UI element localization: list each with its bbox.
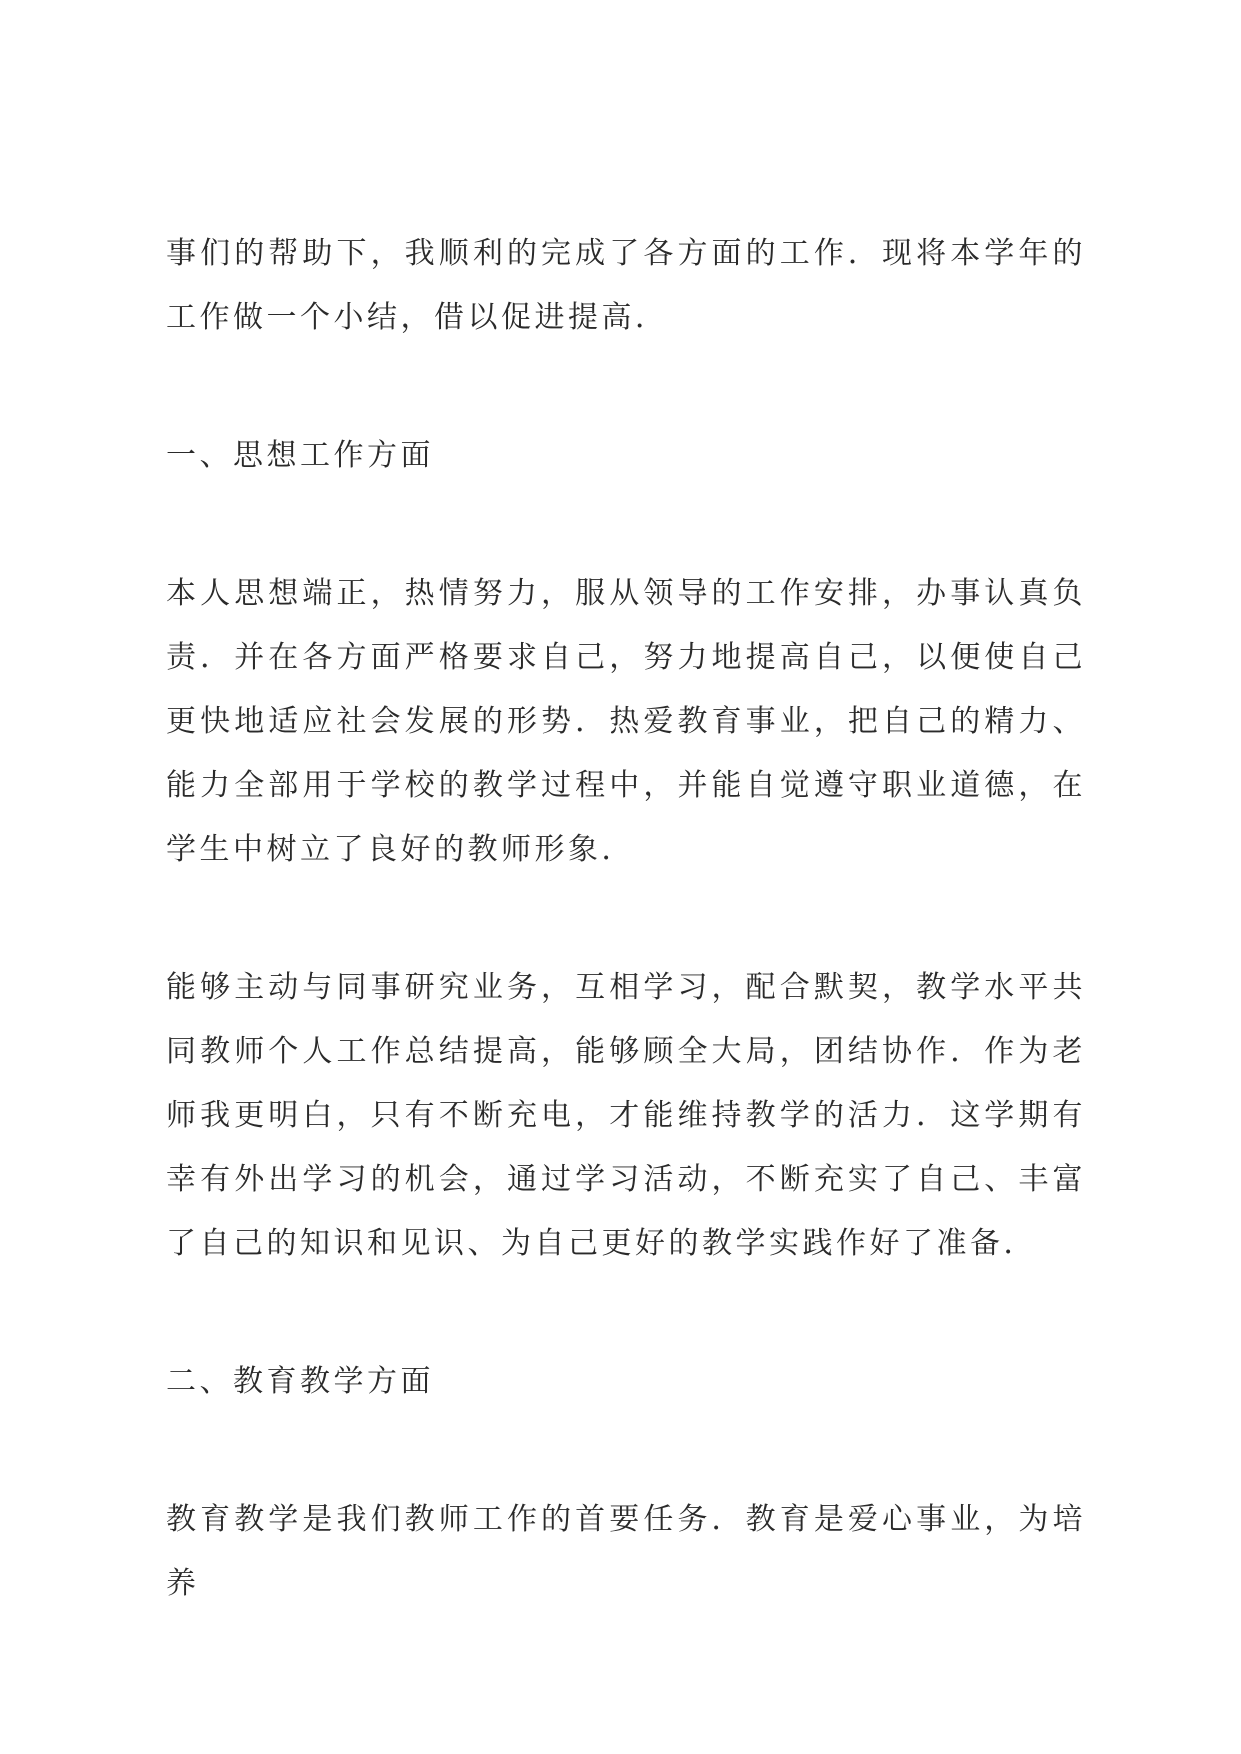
paragraph-intro: 事们的帮助下，我顺利的完成了各方面的工作．现将本学年的工作做一个小结，借以促进提高． — [166, 236, 1086, 335]
section-heading-teaching: 二、教育教学方面 — [166, 1364, 434, 1399]
document-body — [166, 222, 1086, 1616]
section-heading-ideology: 一、思想工作方面 — [166, 438, 434, 473]
paragraph-teaching: 教育教学是我们教师工作的首要任务．教育是爱心事业，为培养 — [166, 1502, 1086, 1601]
paragraph-ideology: 本人思想端正，热情努力，服从领导的工作安排，办事认真负责．并在各方面严格要求自己，努力地提高自己，以便使自己更快地适应社会发展的形势．热爱教育事业，把自己的精力、能力全部用于学校的教学过程中，并能自觉遵守职业道德，在学生中树立了良好的教师形象． — [166, 576, 1086, 867]
paragraph-cooperation: 能够主动与同事研究业务，互相学习，配合默契，教学水平共同教师个人工作总结提高，能够顾全大局，团结协作．作为老师我更明白，只有不断充电，才能维持教学的活力．这学期有幸有外出学习的机会，通过学习活动，不断充实了自己、丰富了自己的知识和见识、为自己更好的教学实践作好了准备． — [166, 970, 1086, 1261]
